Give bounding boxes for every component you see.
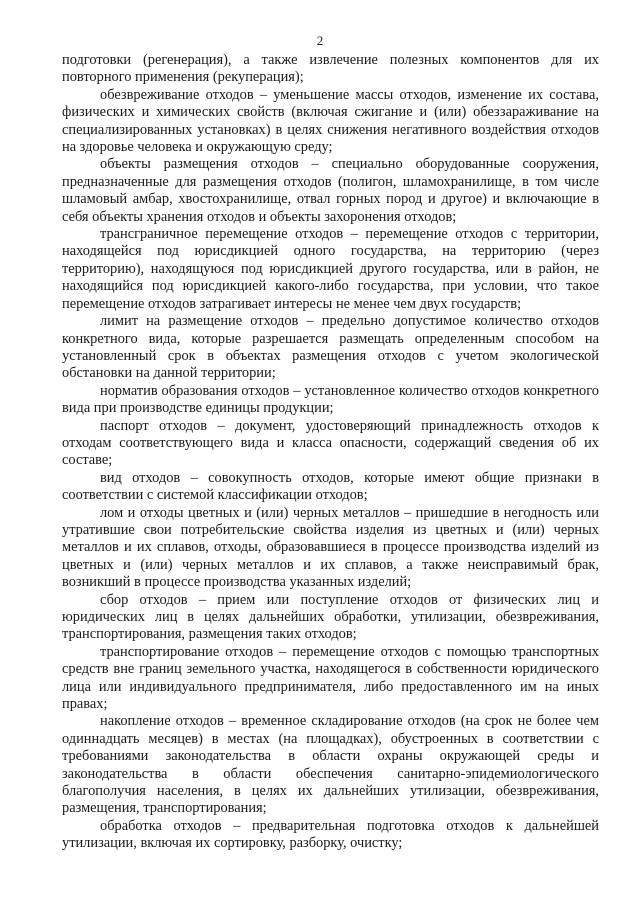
- paragraph-transboundary-movement: трансграничное перемещение отходов – перемещение отходов с территории, находящейся под юрисдикцией одного государства, на территорию (через территорию), находящуюся под юрисдикцией другого государства, или в район, не находящийся под юрисдикцией какого-либо государства, при условии, что такое перемещение отходов затрагивает интересы не менее чем двух государств;: [62, 226, 599, 312]
- paragraph-waste-collection: сбор отходов – прием или поступление отходов от физических лиц и юридических лиц в целях дальнейших обработки, утилизации, обезвреживания, транспортирования, размещения таких отходов;: [62, 591, 599, 643]
- page-number: 2: [316, 33, 324, 48]
- paragraph-waste-type: вид отходов – совокупность отходов, которые имеют общие признаки в соответствии с системой классификации отходов;: [62, 469, 599, 504]
- paragraph-continuation: подготовки (регенерация), а также извлечение полезных компонентов для их повторного применения (рекуперация);: [62, 52, 599, 86]
- document-body: [62, 52, 599, 853]
- paragraph-waste-disposal-facilities: объекты размещения отходов – специально оборудованные сооружения, предназначенные для размещения отходов (полигон, шламохранилище, в том числе шламовый амбар, хвостохранилище, отвал горных пород и другое) и включающие в себя объекты хранения отходов и объекты захоронения отходов;: [62, 156, 599, 225]
- paragraph-waste-accumulation: накопление отходов – временное складирование отходов (на срок не более чем одиннадцать месяцев) в местах (на площадках), обустроенных в соответствии с требованиями законодательства в области охраны окружающей среды и законодательства в области обеспечения санитарно-эпидемиологического благополучия населения, в целях их дальнейших утилизации, обезвреживания, размещения, транспортирования;: [62, 713, 599, 817]
- paragraph-metal-scrap: лом и отходы цветных и (или) черных металлов – пришедшие в негодность или утратившие свои потребительские свойства изделия из цветных и (или) черных металлов и их сплавов, отходы, образовавшиеся в процессе производства изделий из цветных и (или) черных металлов и их сплавов, а также неисправимый брак, возникший в процессе производства указанных изделий;: [62, 504, 599, 591]
- paragraph-waste-processing: обработка отходов – предварительная подготовка отходов к дальнейшей утилизации, включая их сортировку, разборку, очистку;: [62, 817, 599, 852]
- paragraph-generation-standard: норматив образования отходов – установленное количество отходов конкретного вида при производстве единицы продукции;: [62, 382, 599, 417]
- paragraph-disposal-limit: лимит на размещение отходов – предельно допустимое количество отходов конкретного вида, которые разрешается размещать определенным способом на установленный срок в объектах размещения отходов с учетом экологической обстановки на данной территории;: [62, 313, 599, 382]
- paragraph-waste-passport: паспорт отходов – документ, удостоверяющий принадлежность отходов к отходам соответствующего вида и класса опасности, содержащий сведения об их составе;: [62, 417, 599, 469]
- paragraph-waste-transportation: транспортирование отходов – перемещение отходов с помощью транспортных средств вне границ земельного участка, находящегося в собственности юридического лица или индивидуального предпринимателя, либо предоставленного им на иных правах;: [62, 643, 599, 713]
- paragraph-waste-neutralization: обезвреживание отходов – уменьшение массы отходов, изменение их состава, физических и химических свойств (включая сжигание и (или) обеззараживание на специализированных установках) в целях снижения негативного воздействия отходов на здоровье человека и окружающую среду;: [62, 86, 599, 156]
